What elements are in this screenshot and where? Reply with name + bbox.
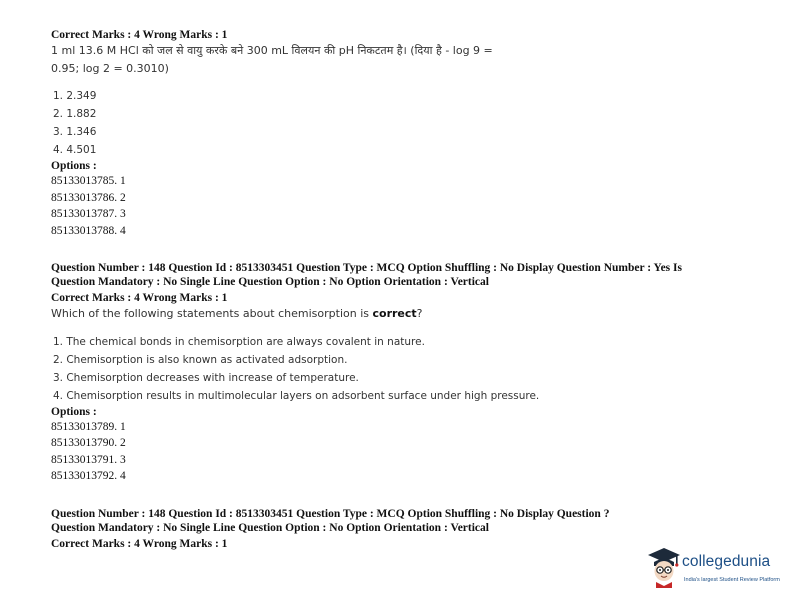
q148b-header-line2: Question Mandatory : No Single Line Question Option : No Option Orientation : Vertical [51, 521, 489, 534]
q148b-header-line1: Question Number : 148 Question Id : 8513303451 Question Type : MCQ Option Shuffling : No Display Question ? [51, 507, 610, 520]
q148-option-id-4: 85133013792. 4 [51, 470, 126, 482]
q147-choice-2: 2. 1.882 [53, 108, 97, 120]
q148-option-id-2: 85133013790. 2 [51, 437, 126, 449]
q148-options-label: Options : [51, 405, 97, 418]
q148-option-id-3: 85133013791. 3 [51, 453, 126, 466]
logo-wordmark: collegedunia [682, 553, 771, 570]
q147-question [51, 42, 751, 77]
q147-option-id-2: 85133013786. 2 [51, 191, 126, 204]
q147-choice-1: 1. 2.349 [53, 90, 97, 102]
q147-choice-4: 4. 4.501 [53, 144, 97, 156]
collegedunia-logo [646, 546, 786, 596]
q148-option-ids [51, 419, 751, 485]
exam-page [51, 28, 751, 551]
q147-option-ids [51, 173, 751, 239]
q148-question-suffix: ? [416, 307, 423, 320]
q147-question-line2: 0.95; log 2 = 0.3010) [51, 61, 169, 75]
q148-choice-2: 2. Chemisorption is also known as activated adsorption. [53, 353, 348, 366]
q147-option-id-1: 85133013785. 1 [51, 175, 126, 187]
q148-choice-3: 3. Chemisorption decreases with increase of temperature. [53, 371, 359, 384]
q148-question [51, 305, 751, 323]
q147-question-line1: 1 ml 13.6 M HCl को जल से वायु करके बने 300 mL विलयन की pH निकटतम है। (दिया है - log 9 = [51, 44, 493, 57]
q147-options-label: Options : [51, 160, 97, 172]
q148-header [51, 261, 751, 289]
logo-tagline: India's largest Student Review Platform [684, 577, 780, 583]
q147-option-id-3: 85133013787. 3 [51, 208, 126, 220]
q148-choices [51, 333, 751, 405]
q148b-header [51, 507, 751, 535]
student-mascot-icon [646, 546, 682, 588]
q147-option-id-4: 85133013788. 4 [51, 224, 126, 237]
q148-header-line1: Question Number : 148 Question Id : 8513303451 Question Type : MCQ Option Shuffling : No Display Question Number : Yes Is [51, 262, 682, 274]
q148-choice-4: 4. Chemisorption results in multimolecular layers on adsorbent surface under high pressure. [53, 389, 540, 402]
q148-question-bold: correct [372, 307, 417, 320]
q148-choice-1: 1. The chemical bonds in chemisorption are always covalent in nature. [53, 335, 425, 348]
q147-marks: Correct Marks : 4 Wrong Marks : 1 [51, 29, 228, 41]
q148-question-prefix: Which of the following statements about chemisorption is [51, 307, 373, 320]
q147-choice-3: 3. 1.346 [53, 126, 97, 138]
q147-choices [51, 87, 751, 159]
q148b-marks: Correct Marks : 4 Wrong Marks : 1 [51, 537, 228, 550]
q148-marks: Correct Marks : 4 Wrong Marks : 1 [51, 292, 228, 304]
q148-header-line2: Question Mandatory : No Single Line Question Option : No Option Orientation : Vertical [51, 276, 489, 288]
q148-option-id-1: 85133013789. 1 [51, 420, 126, 433]
